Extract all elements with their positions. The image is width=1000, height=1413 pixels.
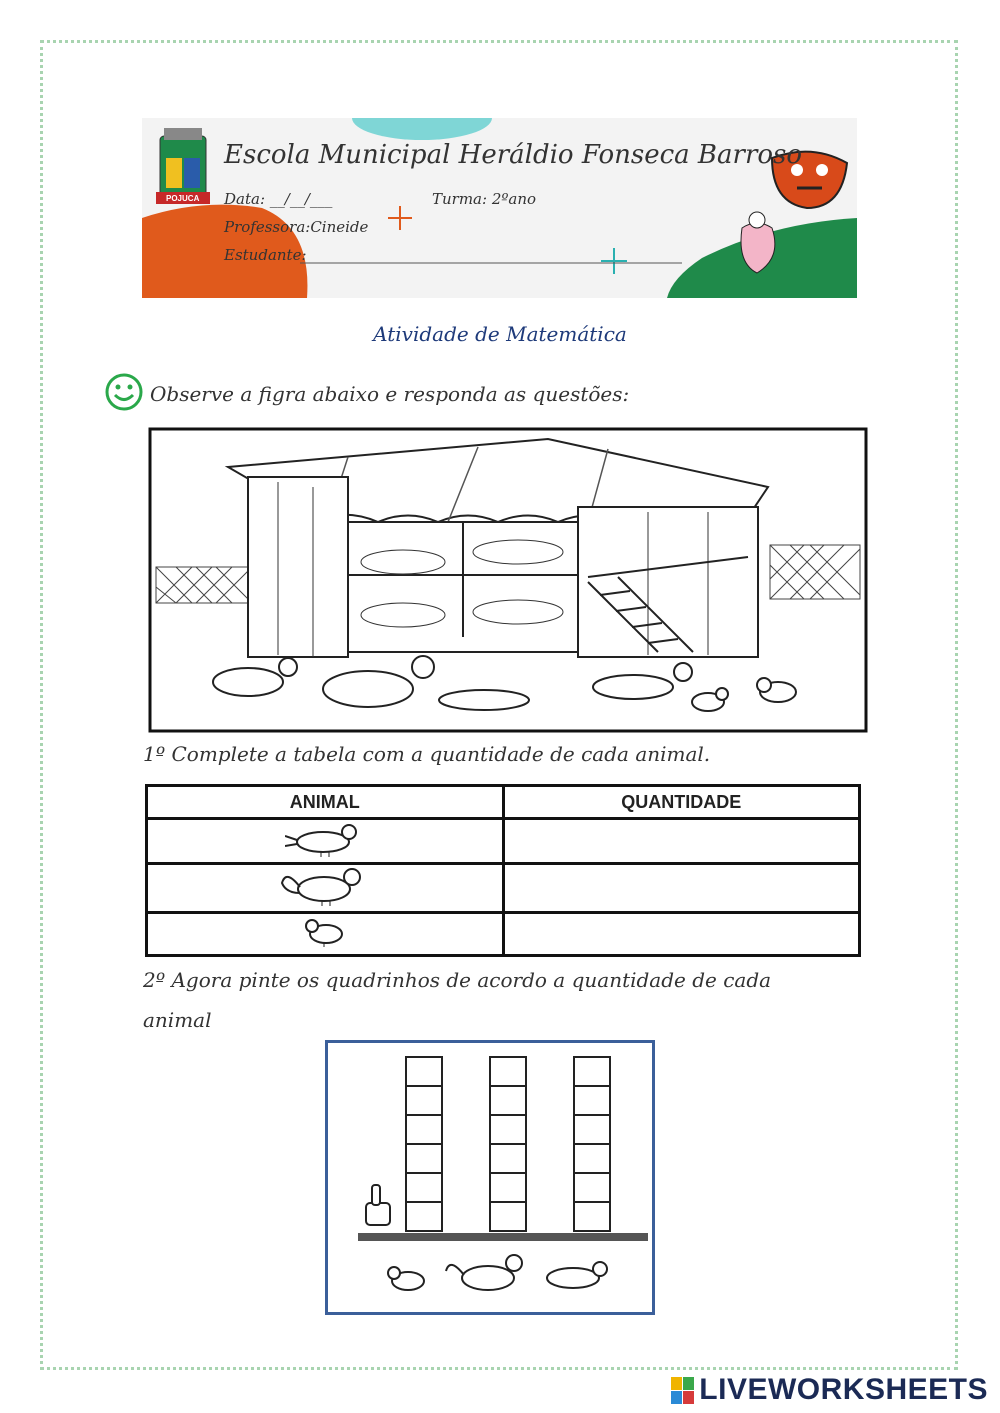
grid-cell[interactable] — [406, 1144, 442, 1173]
brand-text: LIVEWORKSHEETS — [699, 1373, 988, 1406]
sparkle-icon — [388, 206, 412, 230]
grid-cell[interactable] — [574, 1086, 610, 1115]
pictograph-grid — [328, 1043, 652, 1312]
grid-cell[interactable] — [490, 1144, 526, 1173]
grid-cell[interactable] — [574, 1057, 610, 1086]
grid-cell[interactable] — [574, 1144, 610, 1173]
crest-text: POJUCA — [166, 194, 200, 203]
crest-icon — [156, 128, 210, 204]
chicken-coop-illustration — [148, 427, 870, 735]
school-header — [142, 118, 857, 298]
grid-cell[interactable] — [406, 1057, 442, 1086]
chick-icon — [300, 916, 350, 948]
rooster-icon — [446, 1255, 522, 1290]
hen-icon — [285, 820, 365, 858]
grid-cell[interactable] — [574, 1173, 610, 1202]
grid-cell[interactable] — [406, 1173, 442, 1202]
animal-count-table — [145, 784, 861, 957]
grid-cell[interactable] — [490, 1115, 526, 1144]
liveworksheets-logo[interactable] — [671, 1373, 988, 1407]
liveworksheets-badge-icon — [671, 1377, 695, 1405]
header-animal: ANIMAL — [147, 786, 504, 819]
grid-cell[interactable] — [574, 1202, 610, 1231]
grid-cell[interactable] — [406, 1115, 442, 1144]
hand-icon — [366, 1185, 390, 1225]
animal-cell — [147, 913, 504, 956]
grid-cell[interactable] — [490, 1057, 526, 1086]
table-row — [147, 864, 860, 913]
pictograph-box — [325, 1040, 655, 1315]
question-2: 2º Agora pinte os quadrinhos de acordo a quantidade de cada animal — [143, 968, 772, 1032]
chick-icon — [388, 1267, 424, 1290]
class-label: Turma: 2ºano — [432, 190, 537, 208]
grid-cell[interactable] — [406, 1202, 442, 1231]
quantity-cell[interactable] — [503, 819, 860, 864]
header-quantity: QUANTIDADE — [503, 786, 860, 819]
student-label: Estudante: — [224, 246, 307, 264]
quantity-cell[interactable] — [503, 864, 860, 913]
grid-cell[interactable] — [490, 1173, 526, 1202]
date-label: Data: __/__/___ — [224, 190, 333, 208]
grid-cell[interactable] — [574, 1115, 610, 1144]
hen-icon — [547, 1262, 607, 1288]
animal-cell — [147, 819, 504, 864]
grid-cell[interactable] — [406, 1086, 442, 1115]
table-row — [147, 913, 860, 956]
sparkle-icon-2 — [601, 248, 627, 274]
rooster-icon — [280, 865, 370, 907]
grid-cell[interactable] — [490, 1086, 526, 1115]
question-1: 1º Complete a tabela com a quantidade de cada animal. — [143, 742, 711, 766]
grid-cell[interactable] — [490, 1202, 526, 1231]
instruction-text: Observe a figra abaixo e responda as questões: — [150, 382, 630, 406]
animal-cell — [147, 864, 504, 913]
school-name: Escola Municipal Heráldio Fonseca Barroso — [224, 140, 803, 170]
table-row — [147, 819, 860, 864]
smiley-icon — [104, 372, 144, 412]
quantity-cell[interactable] — [503, 913, 860, 956]
teacher-label: Professora:Cineide — [224, 218, 369, 236]
activity-title: Atividade de Matemática — [373, 322, 627, 346]
